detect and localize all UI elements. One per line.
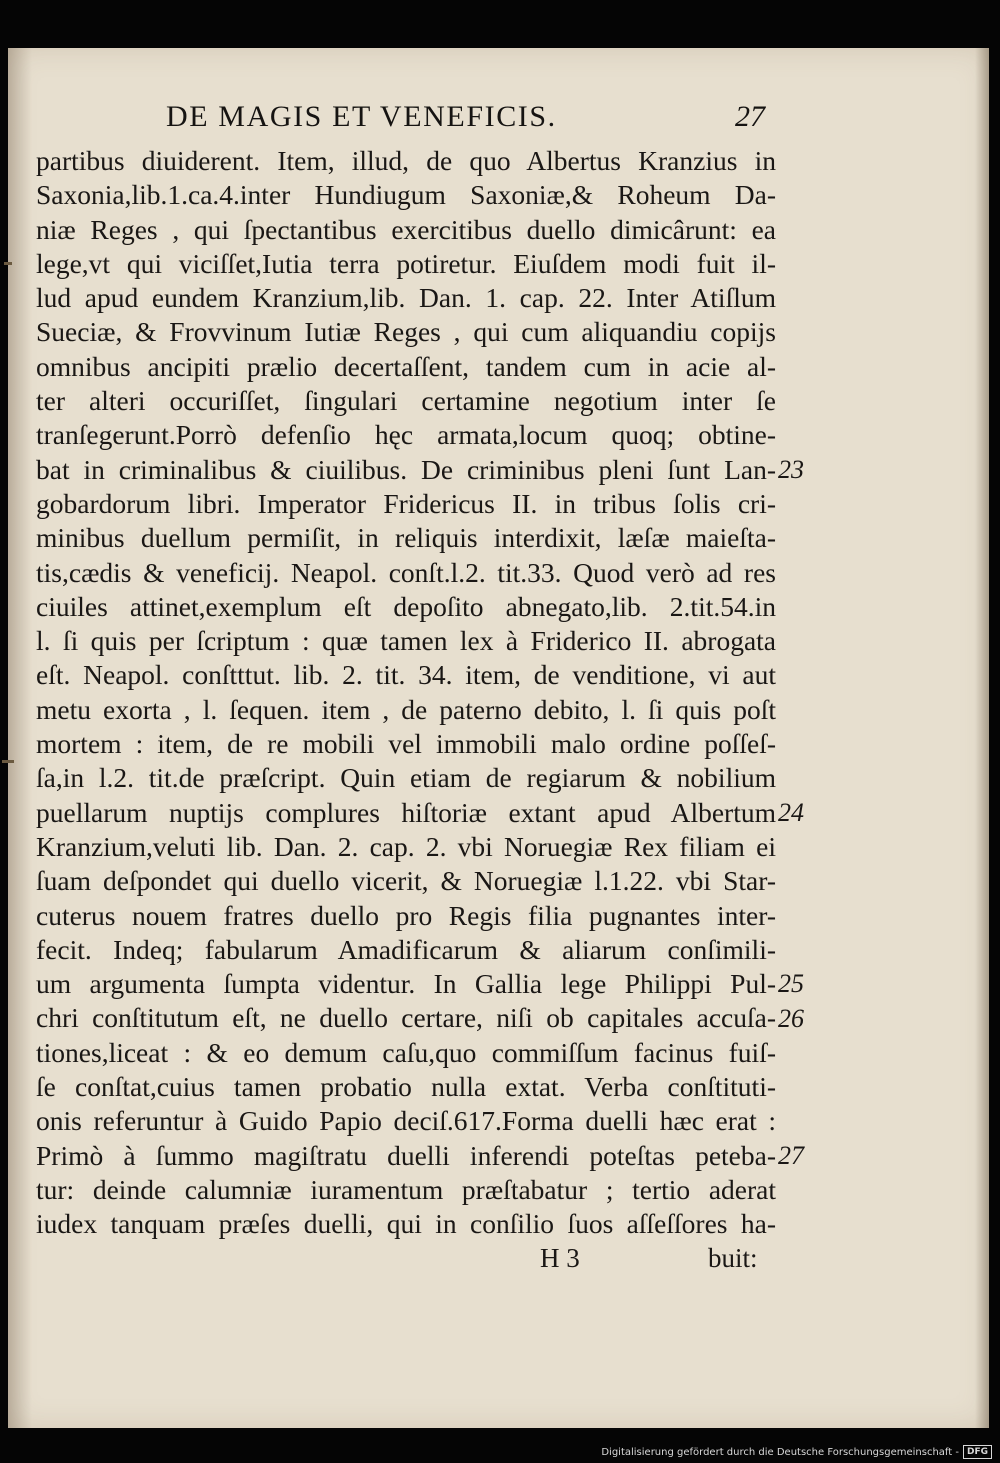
text-line: Primò à ſummo magiſtratu duelli inferendi poteſtas peteba- xyxy=(36,1139,776,1171)
margin-number: 24 xyxy=(778,797,804,827)
text-line: iudex tanquam præſes duelli, qui in conſilio ſuos aſſeſſores ha- xyxy=(36,1208,776,1240)
text-line: um argumenta ſumpta videntur. In Gallia lege Philippi Pul- xyxy=(36,968,776,1000)
margin-number: 27 xyxy=(778,1140,804,1170)
text-line: omnibus ancipiti prælio decertaſſent, tandem cum in acie al- xyxy=(36,350,776,382)
digitization-credit xyxy=(601,1445,992,1459)
text-line: metu exorta , l. ſequen. item , de paterno debito, l. ſi quis poſt xyxy=(36,693,776,725)
text-line: mortem : item, de re mobili vel immobili malo ordine poſſeſ- xyxy=(36,728,776,760)
text-line: ſe conſtat,cuius tamen probatio nulla extat. Verba conſtituti- xyxy=(36,1071,776,1103)
dfg-logo: DFG xyxy=(963,1445,992,1459)
spine-shadow xyxy=(8,48,32,1428)
margin-number: 25 xyxy=(778,969,804,999)
signature-mark: H 3 xyxy=(540,1243,580,1273)
credit-text: Digitalisierung gefördert durch die Deutsche Forschungsgemeinschaft - xyxy=(601,1446,959,1458)
catchword: buit: xyxy=(708,1243,758,1273)
margin-mark xyxy=(4,262,12,265)
margin-number: 23 xyxy=(778,454,804,484)
text-line: tis,cædis & veneficij. Neapol. conſt.l.2. tit.33. Quod verò ad res xyxy=(36,556,776,588)
text-line: chri conſtitutum eſt, ne duello certare, niſi ob capitales accuſa- xyxy=(36,1002,776,1034)
margin-mark xyxy=(2,760,14,763)
running-head: DE MAGIS ET VENEFICIS. xyxy=(166,100,557,133)
body-text xyxy=(36,144,776,1242)
text-line: partibus diuiderent. Item, illud, de quo Albertus Kranzius in xyxy=(36,145,776,176)
text-line: niæ Reges , qui ſpectantibus exercitibus duello dimicârunt: ea xyxy=(36,213,776,245)
folio-number: 27 xyxy=(735,100,765,133)
text-line: Saxonia,lib.1.ca.4.inter Hundiugum Saxoniæ,& Roheum Da- xyxy=(36,179,776,211)
text-line: cuterus nouem fratres duello pro Regis filia pugnantes inter- xyxy=(36,899,776,931)
text-line: gobardorum libri. Imperator Fridericus II. in tribus ſolis cri- xyxy=(36,487,776,519)
text-line: minibus duellum permiſit, in reliquis interdixit, læſæ maieſta- xyxy=(36,522,776,554)
text-line: tiones,liceat : & eo demum caſu,quo commiſſum facinus fuiſ- xyxy=(36,1036,776,1068)
text-line: ſa,in l.2. tit.de præſcript. Quin etiam de regiarum & nobilium xyxy=(36,762,776,794)
text-line: lud apud eundem Kranzium,lib. Dan. 1. cap. 22. Inter Atiſlum xyxy=(36,282,776,314)
book-page xyxy=(8,48,989,1428)
text-line: lege,vt qui viciſſet,Iutia terra potiretur. Eiuſdem modi fuit il- xyxy=(36,247,776,279)
text-line: tranſegerunt.Porrò defenſio hęc armata,locum quoq; obtine- xyxy=(36,419,776,451)
text-line: tur: deinde calumniæ iuramentum præſtabatur ; tertio aderat xyxy=(36,1173,776,1205)
text-line: l. ſi quis per ſcriptum : quæ tamen lex à Friderico II. abrogata xyxy=(36,625,776,657)
text-line: bat in criminalibus & ciuilibus. De criminibus pleni ſunt Lan- xyxy=(36,453,776,485)
text-line: onis referuntur à Guido Papio deciſ.617.Forma duelli hæc erat : xyxy=(36,1105,776,1137)
text-line: ſuam deſpondet qui duello vicerit, & Noruegiæ l.1.22. vbi Star- xyxy=(36,865,776,897)
text-line: puellarum nuptijs complures hiſtoriæ extant apud Albertum xyxy=(36,796,776,828)
text-line: ter alteri occuriſſet, ſingulari certamine negotium inter ſe xyxy=(36,385,776,417)
page-edge-shadow xyxy=(975,48,989,1428)
text-line: eſt. Neapol. conſtttut. lib. 2. tit. 34. item, de venditione, vi aut xyxy=(36,659,776,691)
margin-number: 26 xyxy=(778,1003,804,1033)
text-line: fecit. Indeq; fabularum Amadificarum & aliarum conſimili- xyxy=(36,933,776,965)
text-line: Kranzium,veluti lib. Dan. 2. cap. 2. vbi Noruegiæ Rex filiam ei xyxy=(36,830,776,862)
text-line: ciuiles attinet,exemplum eſt depoſito abnegato,lib. 2.tit.54.in xyxy=(36,590,776,622)
text-line: Sueciæ, & Frovvinum Iutiæ Reges , qui cum aliquandiu copijs xyxy=(36,316,776,348)
